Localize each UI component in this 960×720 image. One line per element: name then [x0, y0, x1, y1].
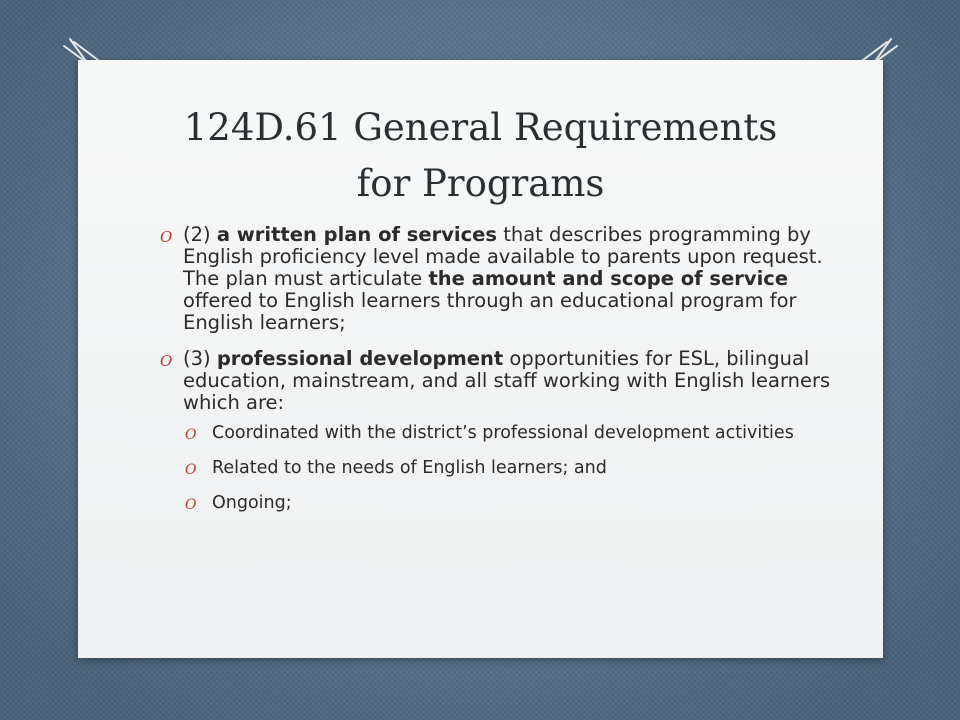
bullet-marker-icon: O: [160, 352, 173, 370]
sub-bullet-text: Related to the needs of English learners; and: [212, 458, 607, 478]
sub-bullet-list: [183, 422, 860, 514]
slide-title-line-2: for Programs: [356, 162, 605, 205]
bullet-marker-icon: O: [185, 427, 197, 443]
bullet-marker-icon: O: [160, 228, 173, 246]
text-segment: (3): [183, 347, 217, 370]
text-segment-bold: the amount and scope of service: [428, 267, 789, 290]
bullet-text: [183, 347, 830, 414]
sub-bullet-item-ongoing: [183, 492, 860, 514]
text-segment: offered to English learners through an educational program for English learners;: [183, 289, 797, 334]
bullet-text: [183, 223, 823, 334]
bullet-marker-icon: O: [185, 497, 197, 513]
text-segment: opportunities for ESL, bilingual education, mainstream, and all staff working with English learners which are:: [183, 347, 831, 414]
sub-bullet-text: Coordinated with the district’s professional development activities: [212, 423, 794, 443]
sub-bullet-item-coordinated: [183, 422, 860, 444]
text-segment: (2): [183, 223, 217, 246]
slide-title: [118, 100, 843, 212]
text-segment-bold: professional development: [216, 347, 504, 370]
bullet-item-written-plan: [160, 224, 860, 334]
bullet-marker-icon: O: [185, 462, 197, 478]
slide-title-line-1: 124D.61 General Requirements: [183, 106, 778, 149]
sub-bullet-item-related: [183, 457, 860, 479]
text-segment-bold: a written plan of services: [216, 223, 498, 246]
bullet-item-professional-development: [160, 348, 860, 514]
sub-bullet-text: Ongoing;: [212, 493, 292, 513]
slide-card: [78, 60, 883, 658]
text-segment: that describes programming by English proficiency level made available to parents upon request. The plan must articulate: [183, 223, 823, 290]
bullet-list: [160, 224, 860, 527]
